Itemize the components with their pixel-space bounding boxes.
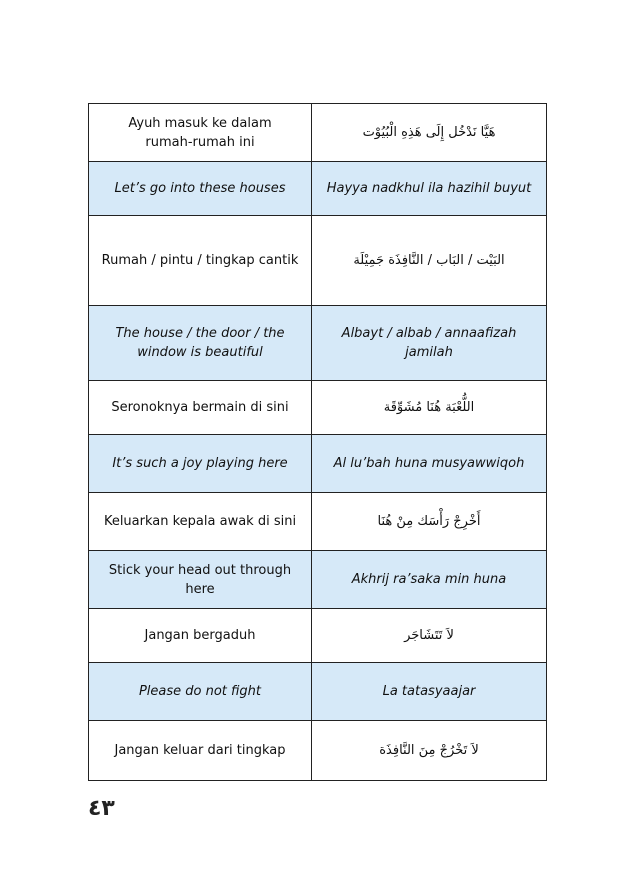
arabic-cell: أَخْرِجْ رَأْسَك مِنْ هُنَا [312, 493, 547, 551]
malay-cell: Ayuh masuk ke dalam rumah-rumah ini [89, 104, 312, 162]
table-row [89, 435, 547, 493]
phrase-table [88, 103, 547, 781]
arabic-cell: اللُّعْبَة هُنَا مُشَوِّقَة [312, 381, 547, 435]
arabic-cell: لاَ تَخْرُجْ مِنَ النَّافِذَة [312, 721, 547, 781]
arabic-cell: هَيَّا نَدْخُل إِلَى هَذِهِ الْبُيُوْت [312, 104, 547, 162]
transliteration-cell: Hayya nadkhul ila hazihil buyut [312, 162, 547, 216]
transliteration-cell: Albayt / albab / annaafizah jamilah [312, 306, 547, 381]
table-row [89, 381, 547, 435]
table-row [89, 721, 547, 781]
transliteration-cell: Akhrij ra’saka min huna [312, 551, 547, 609]
malay-cell: Seronoknya bermain di sini [89, 381, 312, 435]
transliteration-cell: Al lu’bah huna musyawwiqoh [312, 435, 547, 493]
table-row [89, 162, 547, 216]
english-cell: Stick your head out through here [89, 551, 312, 609]
table-row [89, 551, 547, 609]
table-row [89, 104, 547, 162]
english-cell: It’s such a joy playing here [89, 435, 312, 493]
malay-cell: Rumah / pintu / tingkap cantik [89, 216, 312, 306]
table-row [89, 663, 547, 721]
table-row [89, 609, 547, 663]
english-cell: Let’s go into these houses [89, 162, 312, 216]
arabic-cell: لاَ تَتَشَاجَر [312, 609, 547, 663]
malay-cell: Keluarkan kepala awak di sini [89, 493, 312, 551]
page-number: ٤٣ [88, 796, 115, 821]
table-row [89, 306, 547, 381]
malay-cell: Jangan keluar dari tingkap [89, 721, 312, 781]
table-row [89, 493, 547, 551]
transliteration-cell: La tatasyaajar [312, 663, 547, 721]
english-cell: Please do not fight [89, 663, 312, 721]
arabic-cell: البَيْت / البَاب / النَّافِذَة جَمِيْلَة [312, 216, 547, 306]
table-row [89, 216, 547, 306]
malay-cell: Jangan bergaduh [89, 609, 312, 663]
english-cell: The house / the door / the window is beautiful [89, 306, 312, 381]
